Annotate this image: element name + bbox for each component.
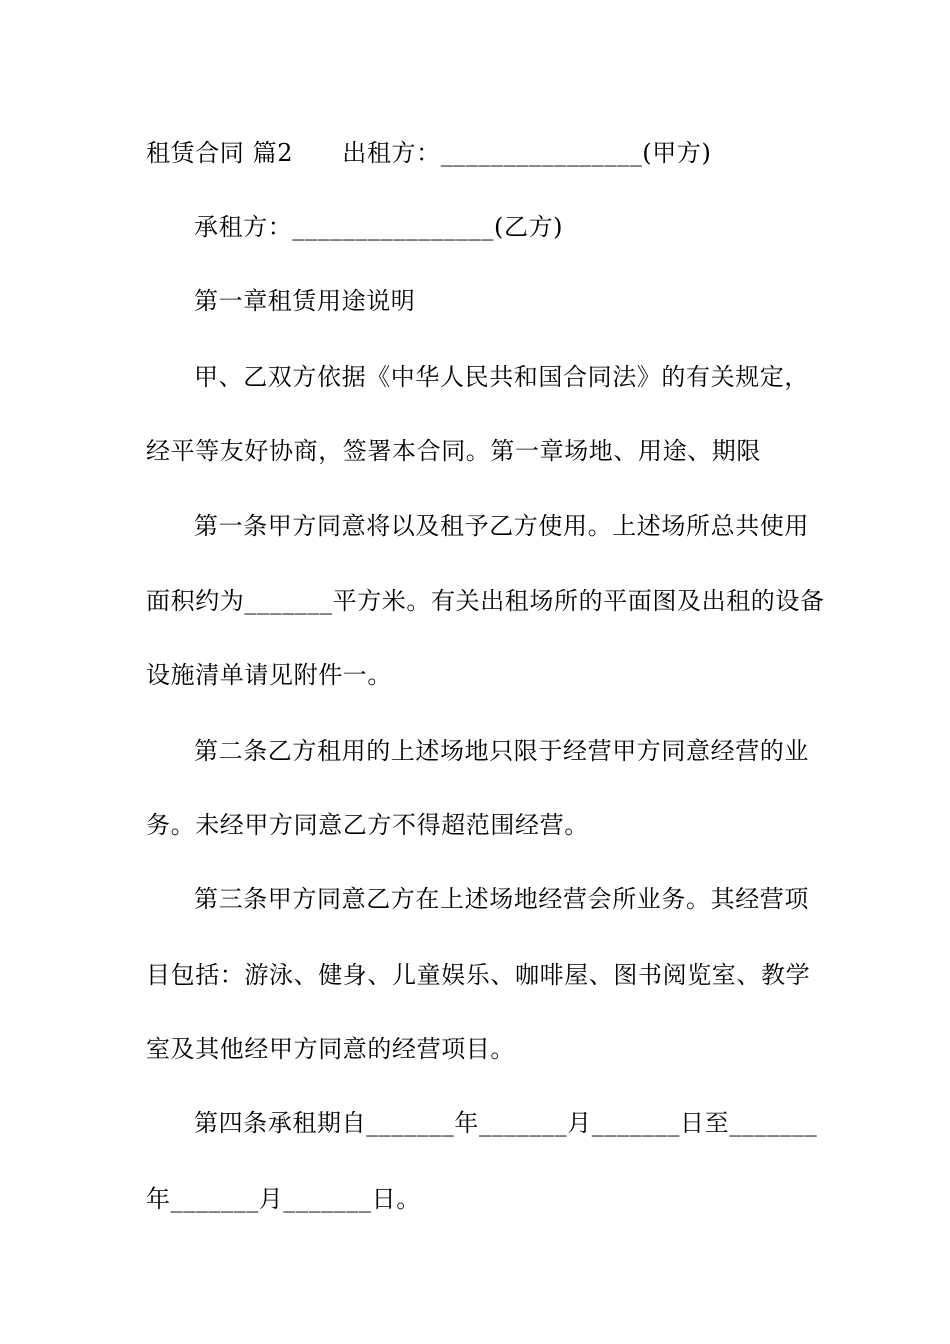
chapter-heading: 第一章租赁用途说明 [194, 287, 416, 315]
paragraph-line: 面积约为_______平方米。有关出租场所的平面图及出租的设备 [146, 587, 825, 615]
paragraph-line: 年_______月_______日。 [146, 1185, 421, 1213]
paragraph-line: 室及其他经甲方同意的经营项目。 [146, 1035, 515, 1063]
article-2-line: 第二条乙方租用的上述场地只限于经营甲方同意经营的业 [194, 737, 809, 765]
paragraph-line: 务。未经甲方同意乙方不得超范围经营。 [146, 811, 589, 839]
paragraph-line: 甲、乙双方依据《中华人民共和国合同法》的有关规定， [194, 363, 809, 391]
article-1-line: 第一条甲方同意将以及租予乙方使用。上述场所总共使用 [194, 512, 809, 540]
article-3-line: 第三条甲方同意乙方在上述场地经营会所业务。其经营项 [194, 885, 809, 913]
paragraph-line: 目包括：游泳、健身、儿童娱乐、咖啡屋、图书阅览室、教学 [146, 961, 811, 989]
lessee-line: 承租方：________________(乙方) [194, 213, 564, 241]
contract-title-line: 租赁合同 篇2 出租方：________________(甲方) [146, 139, 712, 167]
paragraph-line: 设施清单请见附件一。 [146, 661, 392, 689]
article-4-line: 第四条承租期自_______年_______月_______日至_______ [194, 1109, 818, 1137]
paragraph-line: 经平等友好协商，签署本合同。第一章场地、用途、期限 [146, 437, 761, 465]
